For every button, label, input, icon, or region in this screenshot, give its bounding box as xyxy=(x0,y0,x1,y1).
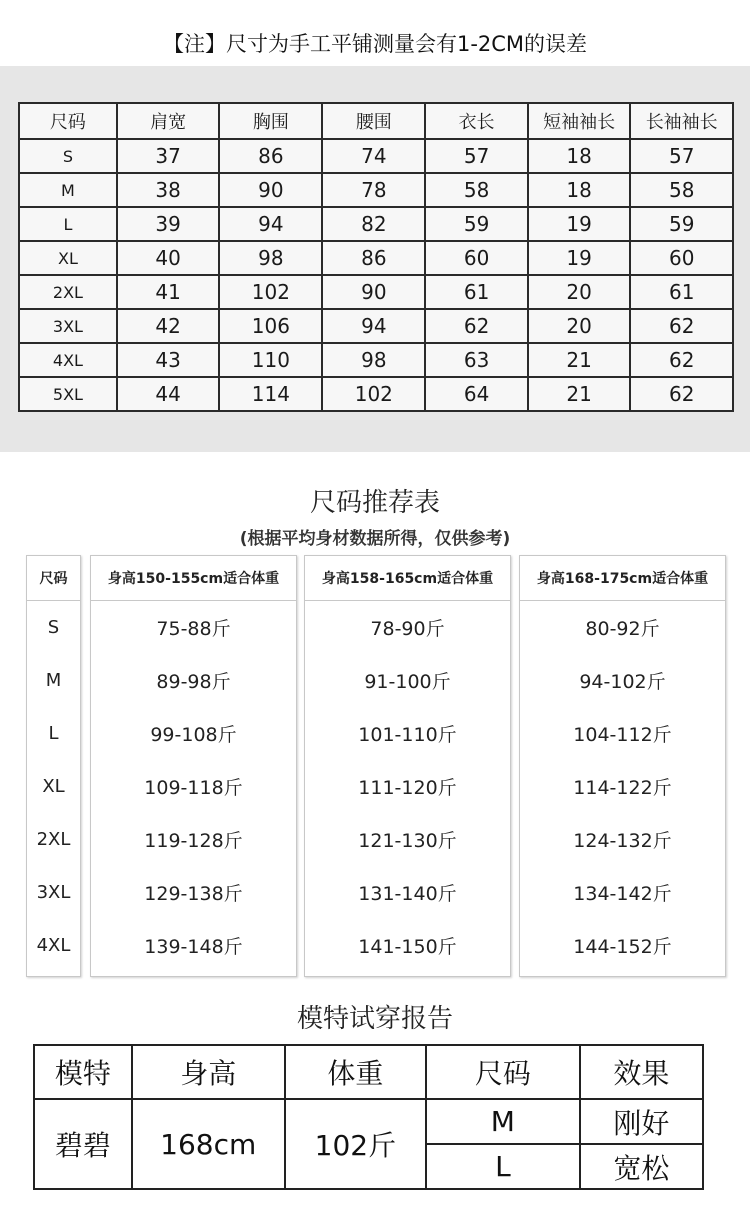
recommend-size-cell: M xyxy=(45,670,62,691)
size-cell: XL xyxy=(19,241,117,275)
length-cell: 61 xyxy=(425,275,528,309)
recommend-size-cell: 2XL xyxy=(36,829,71,850)
shoulder-cell: 40 xyxy=(117,241,220,275)
table-row xyxy=(19,275,733,309)
model-report-table xyxy=(33,1044,704,1190)
recommend-weight-cell: 131-140斤 xyxy=(358,883,457,905)
recommend-weight-cell: 129-138斤 xyxy=(144,883,243,905)
table-row xyxy=(19,343,733,377)
recommend-size-cell: 3XL xyxy=(36,882,71,903)
recommend-size-header: 尺码 xyxy=(27,556,80,601)
header-size: 尺码 xyxy=(426,1045,580,1099)
recommend-weight-cell: 101-110斤 xyxy=(358,724,457,746)
recommend-size-cell: XL xyxy=(42,776,65,797)
size-cell: L xyxy=(19,207,117,241)
header-effect: 效果 xyxy=(580,1045,703,1099)
waist-cell: 102 xyxy=(322,377,425,411)
chest-cell: 102 xyxy=(219,275,322,309)
trial-effect-cell: 刚好 xyxy=(580,1099,703,1144)
recommend-weight-cell: 109-118斤 xyxy=(144,777,243,799)
shoulder-cell: 43 xyxy=(117,343,220,377)
recommend-weight-cell: 111-120斤 xyxy=(358,777,457,799)
waist-cell: 94 xyxy=(322,309,425,343)
header-chest: 胸围 xyxy=(219,103,322,139)
size-chart-header-row xyxy=(19,103,733,139)
waist-cell: 82 xyxy=(322,207,425,241)
shoulder-cell: 42 xyxy=(117,309,220,343)
long-sleeve-cell: 59 xyxy=(630,207,733,241)
recommend-group-header: 身高158-165cm适合体重 xyxy=(305,556,510,601)
header-long-sleeve: 长袖袖长 xyxy=(630,103,733,139)
length-cell: 62 xyxy=(425,309,528,343)
chest-cell: 86 xyxy=(219,139,322,173)
recommend-weight-cell: 104-112斤 xyxy=(573,724,672,746)
chest-cell: 94 xyxy=(219,207,322,241)
table-row xyxy=(19,241,733,275)
size-cell: 3XL xyxy=(19,309,117,343)
model-report-title: 模特试穿报告 xyxy=(296,1004,453,1034)
short-sleeve-cell: 20 xyxy=(528,309,631,343)
recommend-subtitle: (根据平均身材数据所得，仅供参考) xyxy=(239,529,511,549)
recommend-weight-cell: 94-102斤 xyxy=(579,671,666,693)
long-sleeve-cell: 60 xyxy=(630,241,733,275)
recommend-weight-cell: 124-132斤 xyxy=(573,830,672,852)
model-name-cell: 碧碧 xyxy=(34,1099,132,1189)
model-weight-cell: 102斤 xyxy=(285,1099,426,1189)
recommend-weight-cell: 119-128斤 xyxy=(144,830,243,852)
header-height: 身高 xyxy=(132,1045,285,1099)
recommend-weight-cell: 80-92斤 xyxy=(585,618,660,640)
table-row xyxy=(19,207,733,241)
recommend-weight-cell: 141-150斤 xyxy=(358,936,457,958)
chest-cell: 110 xyxy=(219,343,322,377)
size-chart-panel xyxy=(0,66,750,452)
trial-size-cell: M xyxy=(426,1099,580,1144)
recommend-weight-cell: 78-90斤 xyxy=(370,618,445,640)
length-cell: 59 xyxy=(425,207,528,241)
recommend-size-cell: L xyxy=(48,723,59,744)
recommend-weight-cell: 144-152斤 xyxy=(573,936,672,958)
length-cell: 64 xyxy=(425,377,528,411)
recommend-group-2 xyxy=(304,555,511,977)
chest-cell: 98 xyxy=(219,241,322,275)
short-sleeve-cell: 19 xyxy=(528,207,631,241)
recommend-size-cell: S xyxy=(47,617,60,638)
size-chart-table xyxy=(18,102,734,412)
header-short-sleeve: 短袖袖长 xyxy=(528,103,631,139)
chest-cell: 106 xyxy=(219,309,322,343)
short-sleeve-cell: 18 xyxy=(528,173,631,207)
length-cell: 58 xyxy=(425,173,528,207)
waist-cell: 98 xyxy=(322,343,425,377)
model-height-cell: 168cm xyxy=(132,1099,285,1189)
waist-cell: 74 xyxy=(322,139,425,173)
header-shoulder: 肩宽 xyxy=(117,103,220,139)
recommend-group-3 xyxy=(519,555,726,977)
short-sleeve-cell: 18 xyxy=(528,139,631,173)
shoulder-cell: 41 xyxy=(117,275,220,309)
header-length: 衣长 xyxy=(425,103,528,139)
long-sleeve-cell: 62 xyxy=(630,377,733,411)
waist-cell: 86 xyxy=(322,241,425,275)
short-sleeve-cell: 19 xyxy=(528,241,631,275)
header-size: 尺码 xyxy=(19,103,117,139)
length-cell: 57 xyxy=(425,139,528,173)
waist-cell: 78 xyxy=(322,173,425,207)
recommend-group-header: 身高150-155cm适合体重 xyxy=(91,556,296,601)
shoulder-cell: 39 xyxy=(117,207,220,241)
long-sleeve-cell: 58 xyxy=(630,173,733,207)
recommend-weight-cell: 121-130斤 xyxy=(358,830,457,852)
recommend-size-cell: 4XL xyxy=(36,935,71,956)
header-weight: 体重 xyxy=(285,1045,426,1099)
table-row xyxy=(19,309,733,343)
recommend-weight-cell: 134-142斤 xyxy=(573,883,672,905)
recommend-weight-cell: 75-88斤 xyxy=(156,618,231,640)
shoulder-cell: 38 xyxy=(117,173,220,207)
recommend-weight-cell: 114-122斤 xyxy=(573,777,672,799)
size-cell: 2XL xyxy=(19,275,117,309)
length-cell: 63 xyxy=(425,343,528,377)
recommend-weight-cell: 99-108斤 xyxy=(150,724,237,746)
table-row xyxy=(19,377,733,411)
waist-cell: 90 xyxy=(322,275,425,309)
model-report-header-row xyxy=(34,1045,703,1099)
trial-effect-cell: 宽松 xyxy=(580,1144,703,1189)
chest-cell: 114 xyxy=(219,377,322,411)
length-cell: 60 xyxy=(425,241,528,275)
table-row xyxy=(34,1099,703,1144)
table-row xyxy=(19,139,733,173)
header-waist: 腰围 xyxy=(322,103,425,139)
chest-cell: 90 xyxy=(219,173,322,207)
size-cell: 5XL xyxy=(19,377,117,411)
shoulder-cell: 44 xyxy=(117,377,220,411)
trial-size-cell: L xyxy=(426,1144,580,1189)
long-sleeve-cell: 61 xyxy=(630,275,733,309)
recommend-group-header: 身高168-175cm适合体重 xyxy=(520,556,725,601)
long-sleeve-cell: 62 xyxy=(630,343,733,377)
recommend-group-1 xyxy=(90,555,297,977)
short-sleeve-cell: 21 xyxy=(528,343,631,377)
recommend-title: 尺码推荐表 xyxy=(309,488,440,518)
size-cell: 4XL xyxy=(19,343,117,377)
size-cell: M xyxy=(19,173,117,207)
short-sleeve-cell: 20 xyxy=(528,275,631,309)
table-row xyxy=(19,173,733,207)
shoulder-cell: 37 xyxy=(117,139,220,173)
recommend-weight-cell: 91-100斤 xyxy=(364,671,451,693)
long-sleeve-cell: 62 xyxy=(630,309,733,343)
recommend-size-column xyxy=(26,555,81,977)
header-model: 模特 xyxy=(34,1045,132,1099)
recommend-weight-cell: 139-148斤 xyxy=(144,936,243,958)
long-sleeve-cell: 57 xyxy=(630,139,733,173)
size-cell: S xyxy=(19,139,117,173)
short-sleeve-cell: 21 xyxy=(528,377,631,411)
measurement-note: 【注】尺寸为手工平铺测量会有1-2CM的误差 xyxy=(162,32,588,56)
recommend-weight-cell: 89-98斤 xyxy=(156,671,231,693)
